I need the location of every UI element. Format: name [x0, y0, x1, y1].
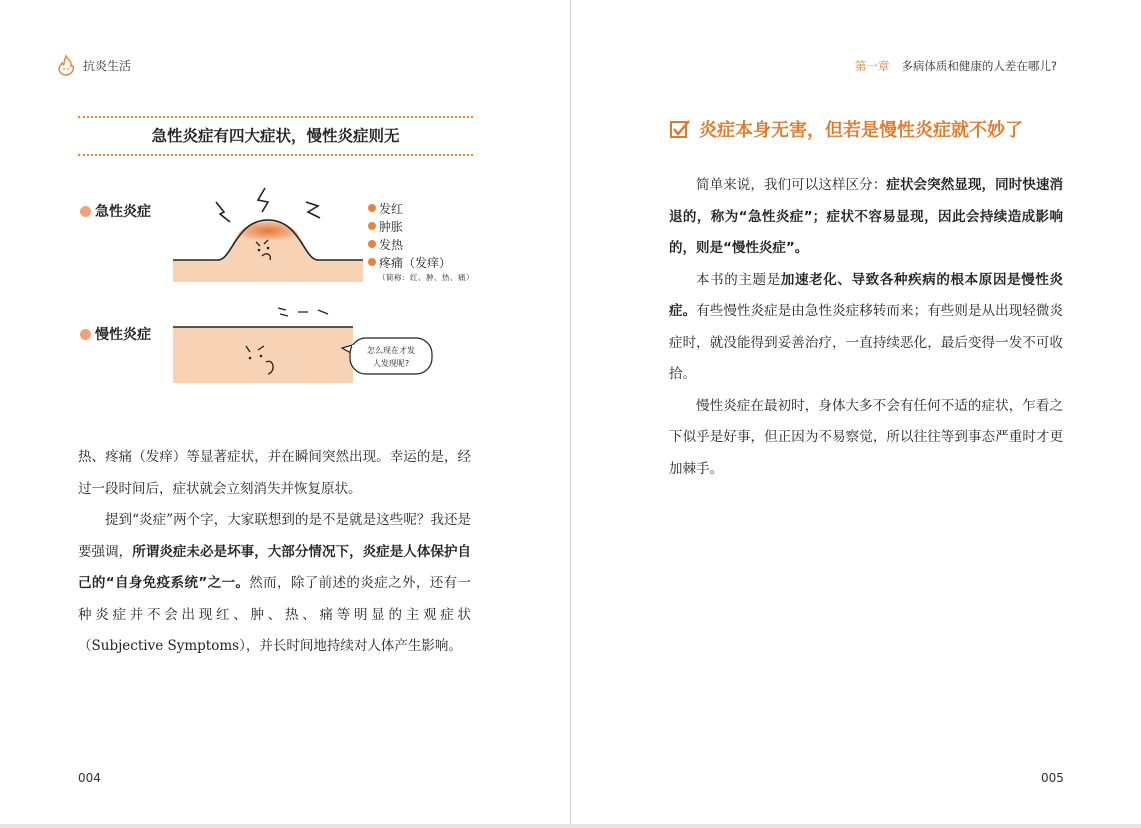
page-bottom-edge: [0, 824, 1141, 828]
paragraph: 简单来说，我们可以这样区分：症状会突然显现，同时快速消退的，称为“急性炎症”；症状不容易显现，因此会持续造成影响的，则是“慢性炎症”。: [669, 177, 1064, 256]
paragraph: 本书的主题是加速老化、导致各种疾病的根本原因是慢性炎症。有些慢性炎症是由急性炎症移转而来；有些则是从出现轻微炎症时，就没能得到妥善治疗，一直持续恶化，最后变得一发不可收拾。: [669, 271, 1064, 382]
symptom-list: [368, 199, 474, 283]
orange-dot-icon: [80, 329, 91, 340]
chronic-inflammation-illustration: [170, 300, 435, 385]
symptom-abbreviation: （简称：红、肿、热、痛）: [378, 273, 474, 282]
orange-dot-icon: [80, 206, 91, 217]
right-page-number: 005: [1041, 771, 1064, 785]
section-heading-text: 炎症本身无害，但若是慢性炎症就不妙了: [699, 120, 1023, 141]
right-body-text: [669, 170, 1063, 485]
symptom-item: 肿胀: [368, 217, 474, 235]
right-running-header: [855, 58, 1057, 74]
book-spine: [570, 0, 571, 828]
section-heading: [669, 116, 1023, 142]
paragraph: 慢性炎症在最初时，身体大多不会有任何不适的症状，乍看之下似乎是好事，但正因为不易察觉，所以往往等到事态严重时才更加棘手。: [669, 397, 1063, 477]
symptom-item: 发红: [368, 199, 474, 217]
left-body-text: [78, 442, 471, 663]
book-title: 抗炎生活: [83, 58, 132, 73]
paragraph: 提到“炎症”两个字，大家联想到的是不是就是这些呢？我还是要强调，所谓炎症未必是坏事，大部分情况下，炎症是人体保护自己的“自身免疫系统”之一。然而，除了前述的炎症之外，还有一种炎症并不会出现红、肿、热、痛等明显的主观症状（Subjective Symptoms），并长时间地持续对人体产生影响。: [78, 512, 472, 654]
symptom-item: 疼痛（发痒）: [368, 253, 474, 271]
flame-logo-icon: [55, 54, 77, 76]
checkbox-check-icon: [669, 118, 691, 140]
figure-title: 急性炎症有四大症状，慢性炎症则无: [78, 116, 473, 156]
left-page-number: 004: [78, 771, 101, 785]
chapter-title: 多病体质和健康的人差在哪儿?: [901, 59, 1057, 73]
symptom-item: 发热: [368, 235, 474, 253]
left-running-header: [55, 54, 131, 76]
chronic-inflammation-label: 慢性炎症: [80, 324, 151, 344]
speech-bubble-line: 怎么现在才发: [367, 346, 415, 355]
paragraph: 热、疼痛（发痒）等显著症状，并在瞬间突然出现。幸运的是，经过一段时间后，症状就会立刻消失并恢复原状。: [78, 449, 471, 497]
speech-bubble-line: 人发现呢?: [372, 359, 410, 368]
acute-inflammation-illustration: [170, 182, 365, 284]
chapter-label: 第一章: [854, 59, 890, 73]
acute-inflammation-label: 急性炎症: [80, 201, 151, 221]
